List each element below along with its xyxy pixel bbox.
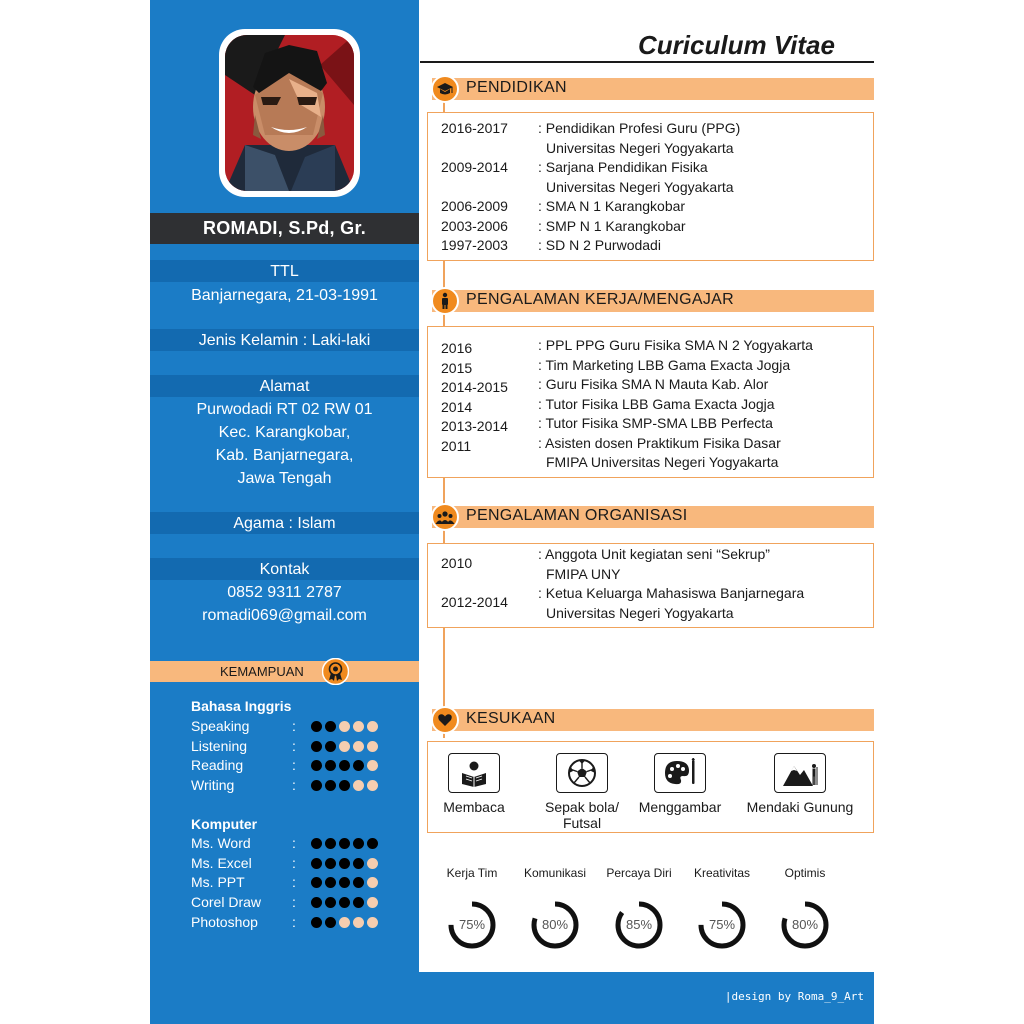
entry-year: 2003-2006 (441, 217, 508, 234)
skill-dots (311, 721, 378, 732)
profile-name: ROMADI, S.Pd, Gr. (150, 213, 419, 244)
skill-dot-filled (353, 897, 364, 908)
entry-year: 2012-2014 (441, 594, 508, 610)
skill-row: Photoshop : (191, 914, 401, 932)
skill-row: Corel Draw : (191, 894, 401, 912)
entry-text: : PPL PPG Guru Fisika SMA N 2 Yogyakarta (538, 337, 813, 353)
work-header (432, 290, 874, 312)
profile-photo (225, 35, 354, 191)
ttl-value: Banjarnegara, 21-03-1991 (191, 287, 378, 304)
soft-skill-ring (780, 900, 830, 950)
skill-dot-filled (311, 897, 322, 908)
skills-header (150, 661, 419, 682)
skill-dot-empty (339, 721, 350, 732)
hobby-item (620, 753, 740, 815)
skill-dot-filled (325, 741, 336, 752)
hobbies-box (427, 741, 874, 833)
group-icon (431, 503, 459, 531)
skill-name: Listening (191, 738, 248, 754)
skill-dot-filled (325, 838, 336, 849)
skill-dot-filled (325, 917, 336, 928)
skill-dot-empty (339, 741, 350, 752)
skill-dot-empty (367, 780, 378, 791)
soft-skill-label: Kerja Tim (446, 866, 498, 880)
skill-row: Ms. Word : (191, 835, 401, 853)
skill-name: Photoshop (191, 914, 258, 930)
reading-icon (448, 753, 500, 793)
palette-icon (654, 753, 706, 793)
skill-dot-filled (325, 721, 336, 732)
skill-dot-filled (311, 721, 322, 732)
hobbies-title: KESUKAAN (466, 710, 556, 727)
person-icon (431, 287, 459, 315)
soft-skill-label: Optimis (784, 866, 826, 880)
entry-text: : Tutor Fisika LBB Gama Exacta Jogja (538, 395, 775, 412)
soft-skill-percent: 75% (458, 917, 486, 932)
soccer-ball-icon (556, 753, 608, 793)
skill-name: Speaking (191, 718, 250, 734)
skill-dot-filled (367, 838, 378, 849)
entry-text: : Pendidikan Profesi Guru (PPG) (538, 120, 741, 136)
entry-year: 1997-2003 (441, 237, 508, 253)
education-title: PENDIDIKAN (466, 79, 567, 96)
skill-row: Listening : (191, 738, 401, 756)
skill-dot-filled (311, 780, 322, 791)
skill-dot-filled (353, 858, 364, 869)
entry-text: : Ketua Keluarga Mahasiswa Banjarnegara (538, 585, 805, 601)
religion-text: Agama : Islam (233, 515, 336, 532)
skill-dot-filled (353, 760, 364, 771)
work-title: PENGALAMAN KERJA/MENGAJAR (466, 291, 734, 308)
skill-dots (311, 897, 378, 908)
contact-label: Kontak (259, 561, 310, 578)
skill-dot-empty (339, 917, 350, 928)
entry-year: 2014-2015 (441, 379, 508, 395)
entry-text: FMIPA UNY (546, 565, 621, 582)
entry-text: : Tutor Fisika SMP-SMA LBB Perfecta (538, 415, 773, 431)
entry-text: : Asisten dosen Praktikum Fisika Dasar (538, 434, 781, 451)
skill-dot-filled (325, 858, 336, 869)
ttl-label: TTL (270, 263, 299, 280)
skill-dot-filled (311, 877, 322, 888)
address-line: Kec. Karangkobar, (218, 424, 351, 441)
address-line: Kab. Banjarnegara, (215, 447, 354, 464)
skill-dot-empty (353, 780, 364, 791)
skill-dots (311, 858, 378, 869)
hobby-label: Membaca (443, 799, 505, 815)
skill-dot-filled (311, 858, 322, 869)
profile-photo-frame (219, 29, 360, 197)
entry-year: 2013-2014 (441, 418, 508, 434)
skill-row: Reading : (191, 757, 401, 775)
skill-name: Writing (191, 777, 235, 793)
education-box (427, 112, 874, 261)
address-line: Jawa Tengah (237, 470, 332, 487)
entry-year: 2015 (441, 359, 473, 376)
skill-name: Reading (191, 757, 244, 773)
hobby-label: Menggambar (638, 799, 722, 815)
address-label: Alamat (259, 378, 310, 395)
page-title: Curiculum Vitae (638, 30, 835, 60)
entry-year: 2014 (441, 398, 473, 415)
hobbies-header (432, 709, 874, 731)
hobby-item (734, 753, 866, 815)
entry-text: : Anggota Unit kegiatan seni “Sekrup” (538, 546, 770, 562)
skill-name: Ms. Excel (191, 855, 252, 871)
soft-skill-label: Komunikasi (523, 866, 587, 880)
skill-dot-empty (367, 877, 378, 888)
phone-number: 0852 9311 2787 (227, 584, 342, 601)
heart-icon (431, 706, 459, 734)
skills-title: KEMAMPUAN (220, 664, 304, 679)
skill-row: Speaking : (191, 718, 401, 736)
skill-row: Ms. PPT : (191, 874, 401, 892)
cv-page (150, 0, 874, 1024)
skill-dot-filled (325, 877, 336, 888)
entry-text: FMIPA Universitas Negeri Yogyakarta (546, 454, 779, 471)
skill-dot-filled (325, 897, 336, 908)
soft-skill-ring (447, 900, 497, 950)
skill-dot-empty (353, 917, 364, 928)
skill-name: Ms. PPT (191, 874, 245, 890)
skill-dots (311, 917, 378, 928)
soft-skill-percent: 80% (791, 917, 819, 932)
soft-skill (765, 866, 845, 950)
entry-text: : Tim Marketing LBB Gama Exacta Jogja (538, 356, 791, 373)
skill-dot-filled (311, 917, 322, 928)
skill-dot-filled (311, 838, 322, 849)
skill-name: Ms. Word (191, 835, 251, 851)
organization-header (432, 506, 874, 528)
skill-dot-filled (339, 877, 350, 888)
skill-dot-empty (367, 917, 378, 928)
skill-dot-empty (367, 741, 378, 752)
soft-skill (515, 866, 595, 950)
soft-skill-label: Kreativitas (693, 866, 751, 880)
skill-dot-filled (339, 838, 350, 849)
skill-dots (311, 760, 378, 771)
entry-text: Universitas Negeri Yogyakarta (546, 178, 734, 195)
skill-dots (311, 780, 378, 791)
skill-dot-empty (367, 721, 378, 732)
hobby-label: Sepak bola/ Futsal (545, 799, 619, 831)
soft-skill-percent: 85% (625, 917, 653, 932)
skill-dot-filled (353, 838, 364, 849)
portrait-illustration (225, 35, 354, 191)
email-address: romadi069@gmail.com (202, 607, 367, 624)
award-badge-icon (322, 658, 349, 685)
footer-bar (419, 972, 874, 1024)
entry-year: 2010 (441, 555, 473, 571)
skill-dot-empty (353, 721, 364, 732)
skill-dot-filled (311, 741, 322, 752)
skill-dots (311, 741, 378, 752)
entry-text: : Guru Fisika SMA N Mauta Kab. Alor (538, 376, 769, 392)
soft-skill-ring (697, 900, 747, 950)
skill-dot-empty (367, 897, 378, 908)
soft-skill (599, 866, 679, 950)
gender-text: Jenis Kelamin : Laki-laki (198, 332, 371, 349)
soft-skill-label: Percaya Diri (606, 866, 672, 880)
entry-text: Universitas Negeri Yogyakarta (546, 604, 734, 621)
skill-group-title: Komputer (191, 816, 258, 832)
skill-group-title: Bahasa Inggris (191, 698, 292, 714)
skill-dot-empty (367, 760, 378, 771)
entry-text: : SMP N 1 Karangkobar (538, 217, 686, 234)
hobby-item (414, 753, 534, 815)
skill-dots (311, 877, 378, 888)
entry-text: : Sarjana Pendidikan Fisika (538, 159, 708, 175)
skill-row: Writing : (191, 777, 401, 795)
soft-skill-percent: 80% (541, 917, 569, 932)
soft-skill (682, 866, 762, 950)
soft-skill-percent: 75% (708, 917, 736, 932)
skill-row: Ms. Excel : (191, 855, 401, 873)
entry-text: : SMA N 1 Karangkobar (538, 198, 686, 214)
sidebar (150, 0, 419, 1024)
skill-dot-filled (325, 760, 336, 771)
skill-dot-filled (339, 760, 350, 771)
skill-dot-empty (353, 741, 364, 752)
skill-dot-filled (325, 780, 336, 791)
entry-year: 2016-2017 (441, 120, 508, 136)
skill-dot-filled (339, 858, 350, 869)
entry-year: 2006-2009 (441, 198, 508, 214)
address-line: Purwodadi RT 02 RW 01 (196, 401, 373, 418)
entry-text: Universitas Negeri Yogyakarta (546, 139, 734, 156)
skill-name: Corel Draw (191, 894, 262, 910)
skill-dot-filled (311, 760, 322, 771)
skill-dot-filled (353, 877, 364, 888)
entry-year: 2016 (441, 340, 473, 356)
soft-skill (432, 866, 512, 950)
skill-dot-filled (339, 897, 350, 908)
education-header (432, 78, 874, 100)
soft-skill-ring (530, 900, 580, 950)
organization-box (427, 543, 874, 628)
entry-text: : SD N 2 Purwodadi (538, 237, 661, 253)
skill-dot-filled (339, 780, 350, 791)
mountain-icon (774, 753, 826, 793)
skill-dots (311, 838, 378, 849)
entry-year: 2011 (441, 437, 472, 454)
title-underline (420, 61, 874, 63)
design-credit: |design by Roma_9_Art (724, 990, 864, 1003)
soft-skill-ring (614, 900, 664, 950)
work-box (427, 326, 874, 478)
organization-title: PENGALAMAN ORGANISASI (466, 507, 688, 524)
graduation-cap-icon (431, 75, 459, 103)
entry-year: 2009-2014 (441, 159, 508, 175)
hobby-label: Mendaki Gunung (746, 799, 854, 815)
skill-dot-empty (367, 858, 378, 869)
